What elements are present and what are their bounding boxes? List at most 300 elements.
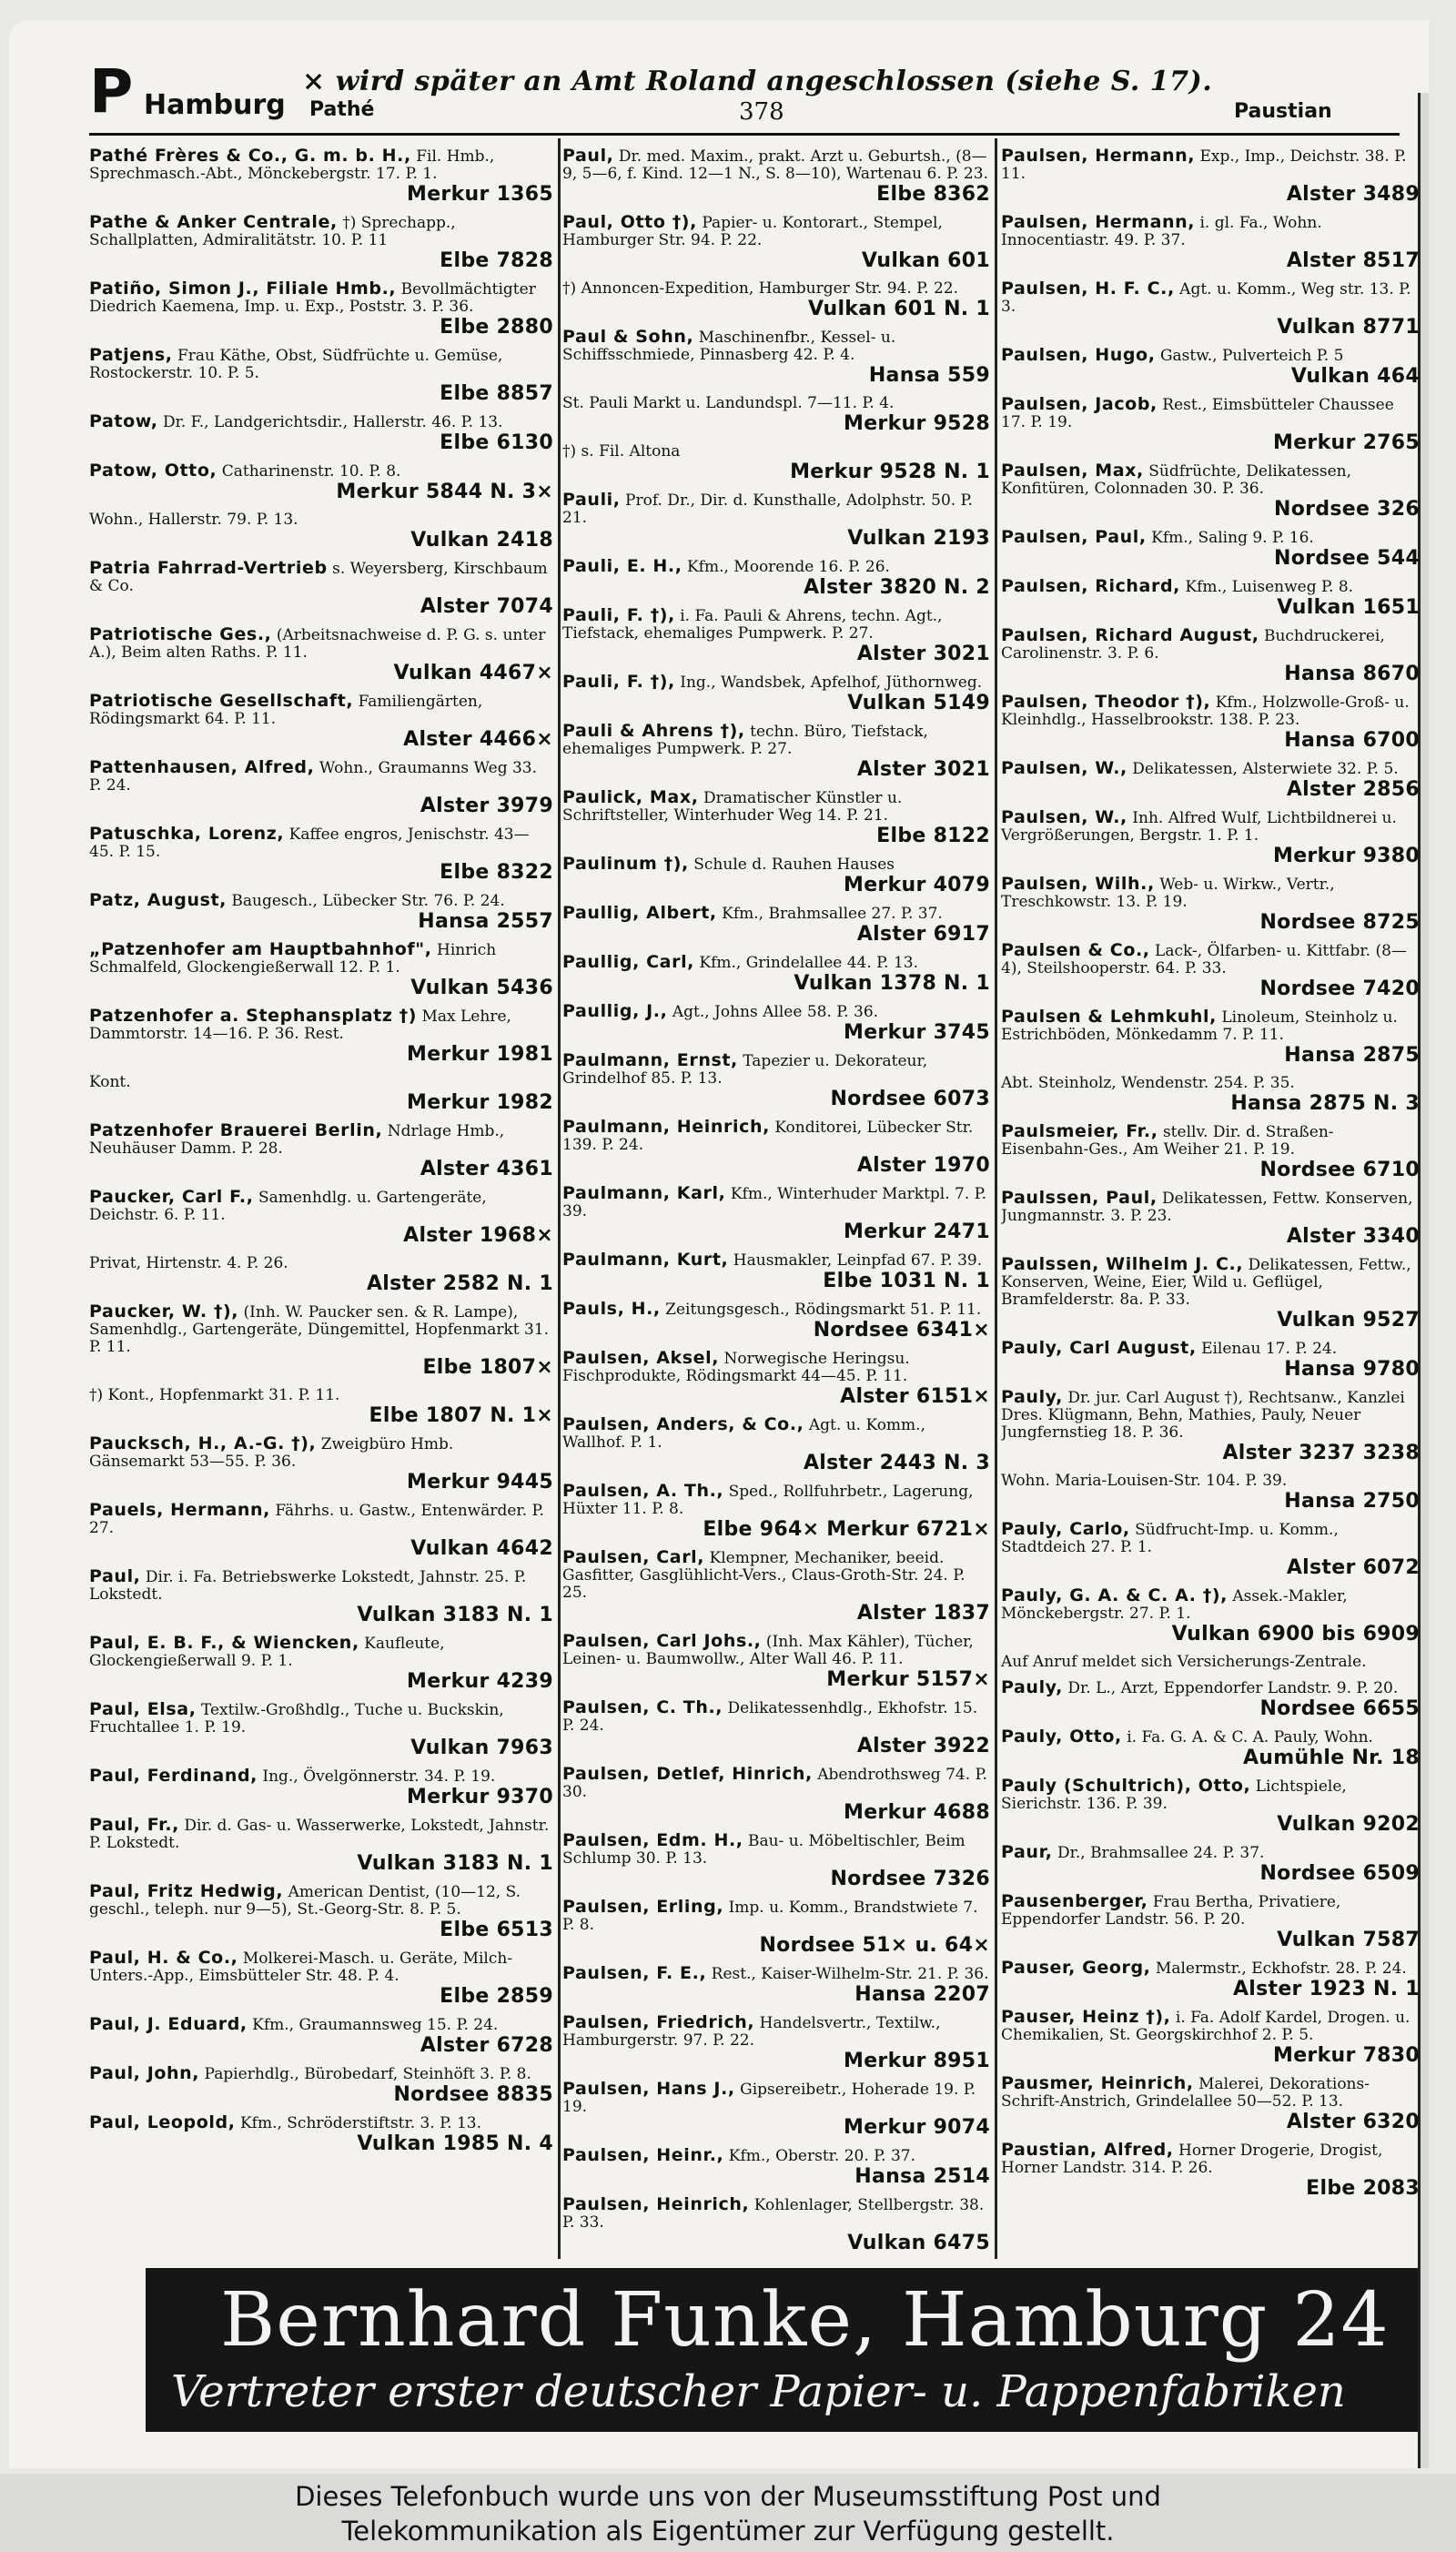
banner-subtitle: Vertreter erster deutscher Papier- u. Pappenfabriken bbox=[171, 2366, 1346, 2417]
entry-name: Paulmann, Karl, bbox=[562, 1183, 726, 1203]
entry-detail: Assek.-Makler, Mönckebergstr. 27. P. 1. bbox=[1001, 1587, 1348, 1623]
entry-name: Pauli, F. †), bbox=[562, 605, 675, 625]
entry-detail: Ing., Wandsbek, Apfelhof, Jüthornweg. bbox=[680, 673, 983, 692]
entry-phone-number: Elbe 7828 bbox=[440, 249, 553, 272]
entry-name: Paulsmeier, Fr., bbox=[1001, 1121, 1158, 1141]
entry-phone-number: Alster 3922 bbox=[856, 1735, 990, 1757]
entry-detail: Kfm., Schröderstiftstr. 3. P. 13. bbox=[239, 2114, 482, 2132]
entry-name: Paulsen & Lehmkuhl, bbox=[1001, 1007, 1217, 1027]
entry-name: Pathé Frères & Co., G. m. b. H., bbox=[89, 147, 411, 166]
entry-detail: Prof. Dr., Dir. d. Kunsthalle, Adolphstr. 50. P. 21. bbox=[562, 491, 973, 527]
entry-phone-number: Hansa 2514 bbox=[854, 2165, 990, 2188]
listing-entry bbox=[89, 1767, 553, 1808]
page-header bbox=[9, 20, 1429, 129]
listing-entry bbox=[562, 1119, 990, 1177]
listing-entry bbox=[1001, 1960, 1420, 2000]
entry-name: Pauser, Heinz †), bbox=[1001, 2007, 1171, 2027]
entry-phone-number: Alster 3979 bbox=[420, 795, 553, 817]
entry-detail: St. Pauli Markt u. Landundspl. 7—11. P. 4. bbox=[562, 394, 895, 412]
entry-phone-number: Alster 4361 bbox=[420, 1158, 553, 1180]
entry-detail: Kfm., Oberstr. 20. P. 37. bbox=[728, 2147, 915, 2165]
listing-entry bbox=[89, 147, 553, 206]
entry-phone-number: Merkur 7830 bbox=[1273, 2044, 1420, 2067]
entry-name: Paul, Leopold, bbox=[89, 2112, 236, 2132]
entry-phone-number: Merkur 8951 bbox=[844, 2050, 990, 2072]
entry-phone-number: Nordsee 6073 bbox=[830, 1088, 990, 1110]
entry-name: Paulsen, Wilh., bbox=[1001, 874, 1155, 894]
entry-detail: Lichtspiele, Sierichstr. 136. P. 39. bbox=[1001, 1777, 1347, 1813]
entry-detail: (Inh. Max Kähler), Tücher, Leinen- u. Baumwollw., Alter Wall 46. P. 11. bbox=[562, 1633, 974, 1668]
entry-name: Paulsen, Hans J., bbox=[562, 2079, 735, 2099]
listing-entry bbox=[89, 2065, 553, 2106]
entry-phone-number: Aumühle Nr. 18 bbox=[1242, 1747, 1420, 1769]
entry-name: Paulsen, H. F. C., bbox=[1001, 278, 1175, 299]
entry-phone-number: Vulkan 2193 bbox=[847, 527, 990, 550]
entry-phone-number: Alster 1970 bbox=[856, 1154, 990, 1177]
entry-detail: Wohn., Hallerstr. 79. P. 13. bbox=[89, 511, 298, 529]
entry-detail: Web- u. Wirkw., Vertr., Treschkowstr. 13. P. 19. bbox=[1001, 876, 1335, 911]
entry-detail: Gipsereibetr., Hoherade 19. P. 19. bbox=[562, 2081, 976, 2116]
entry-detail: Südfrucht-Imp. u. Komm., Stadtdeich 27. P. 1. bbox=[1001, 1521, 1339, 1556]
listing-entry bbox=[1001, 2075, 1420, 2133]
entry-detail: Privat, Hirtenstr. 4. P. 26. bbox=[89, 1254, 288, 1272]
entry-phone-number: Nordsee 8835 bbox=[393, 2083, 553, 2106]
listing-entry bbox=[89, 413, 553, 454]
entry-detail: Inh. Alfred Wulf, Lichtbildnerei u. Vergrößerungen, Bergstr. 1. P. 1. bbox=[1001, 809, 1397, 845]
entry-name: Patow, Otto, bbox=[89, 461, 217, 481]
listing-entry bbox=[89, 214, 553, 272]
entry-detail: †) s. Fil. Altona bbox=[562, 442, 681, 461]
listing-entry bbox=[89, 1074, 553, 1114]
entry-phone-number: Hansa 559 bbox=[868, 364, 990, 387]
entry-detail: Linoleum, Steinholz u. Estrichböden, Mönkedamm 7. P. 11. bbox=[1001, 1008, 1398, 1044]
entry-phone-number: Alster 1923 N. 1 bbox=[1232, 1978, 1420, 2000]
entry-phone-number: Vulkan 3183 N. 1 bbox=[357, 1604, 553, 1626]
entry-name: Paulsen, Anders, & Co., bbox=[562, 1414, 804, 1434]
entry-phone-number: Vulkan 2418 bbox=[410, 529, 553, 552]
entry-detail: Papier- u. Kontorart., Stempel, Hamburger Str. 94. P. 22. bbox=[562, 214, 943, 249]
listing-entry bbox=[89, 626, 553, 684]
entry-phone-number: Merkur 4239 bbox=[407, 1670, 553, 1693]
listing-entry bbox=[1001, 1123, 1420, 1181]
entry-name: Paulsen, Jacob, bbox=[1001, 394, 1158, 414]
entry-name: Paulsen, Richard August, bbox=[1001, 625, 1259, 645]
entry-detail: i. Fa. Adolf Kardel, Drogen. u. Chemikalien, St. Georgskirchhof 2. P. 5. bbox=[1001, 2009, 1410, 2044]
entry-detail: Handelsvertr., Textilw., Hamburgerstr. 97. P. 22. bbox=[562, 2014, 941, 2050]
listing-entry bbox=[562, 1766, 990, 1824]
entry-name: Paulsen, Carl, bbox=[562, 1547, 705, 1567]
listing-entry bbox=[89, 1883, 553, 1941]
entry-name: Pausenberger, bbox=[1001, 1891, 1148, 1911]
entry-name: Paulsen, Paul, bbox=[1001, 527, 1147, 547]
entry-phone-number: Hansa 2750 bbox=[1284, 1490, 1420, 1513]
entry-detail: stellv. Dir. d. Straßen-Eisenbahn-Ges., Am Weiher 21. P. 19. bbox=[1001, 1123, 1334, 1159]
banner-title: Bernhard Funke, Hamburg 24 bbox=[220, 2277, 1390, 2364]
entry-detail: †) Annoncen-Expedition, Hamburger Str. 94. P. 22. bbox=[562, 279, 959, 298]
listing-entry bbox=[562, 905, 990, 946]
entry-detail: Textilw.-Großhdlg., Tuche u. Buckskin, Fruchtallee 1. P. 19. bbox=[89, 1701, 504, 1737]
listing-entry bbox=[562, 1832, 990, 1890]
entry-detail: Samenhdlg. u. Gartengeräte, Deichstr. 6. P. 11. bbox=[89, 1189, 487, 1224]
entry-detail: Maschinenfbr., Kessel- u. Schiffsschmiede, Pinnasberg 42. P. 4. bbox=[562, 329, 896, 364]
entry-name: Paul, John, bbox=[89, 2063, 200, 2083]
entry-phone-number: Hansa 2875 N. 3 bbox=[1230, 1092, 1420, 1115]
listing-entry bbox=[562, 723, 990, 781]
entry-name: Paulssen, Paul, bbox=[1001, 1188, 1158, 1208]
entry-detail: Norwegische Heringsu. Fischprodukte, Rödingsmarkt 44—45. P. 11. bbox=[562, 1350, 910, 1385]
listing-entry bbox=[562, 1549, 990, 1625]
entry-name: Paullig, Albert, bbox=[562, 903, 717, 923]
listing-column-3 bbox=[1001, 147, 1420, 2250]
entry-phone-number: Nordsee 6509 bbox=[1259, 1862, 1420, 1885]
entry-phone-number: Vulkan 4467× bbox=[393, 662, 553, 684]
entry-detail: Buchdruckerei, Carolinenstr. 3. P. 6. bbox=[1001, 627, 1385, 663]
entry-detail: s. Weyersberg, Kirschbaum & Co. bbox=[89, 560, 548, 595]
entry-name: Paulsen, F. E., bbox=[562, 1963, 707, 1983]
entry-phone-number: Vulkan 6475 bbox=[847, 2232, 990, 2250]
entry-phone-number: Vulkan 7963 bbox=[410, 1737, 553, 1759]
entry-detail: Fil. Hmb., Sprechmasch.-Abt., Mönckebergstr. 17. P. 1. bbox=[89, 147, 495, 183]
entry-phone-number: Vulkan 5149 bbox=[847, 692, 990, 714]
entry-phone-number: Elbe 8322 bbox=[440, 861, 553, 884]
entry-detail: Kohlenlager, Stellbergstr. 38. P. 33. bbox=[562, 2196, 985, 2232]
entry-detail: i. Fa. G. A. & C. A. Pauly, Wohn. bbox=[1127, 1728, 1373, 1747]
entry-detail: Kfm., Holzwolle-Groß- u. Kleinhdlg., Hasselbrookstr. 138. P. 23. bbox=[1001, 694, 1410, 729]
connection-notice: × wird später an Amt Roland angeschlossen (siehe S. 17). bbox=[302, 66, 1213, 97]
entry-name: Paul, E. B. F., & Wiencken, bbox=[89, 1633, 359, 1653]
listing-entry bbox=[1001, 1190, 1420, 1248]
entry-name: Pauly, Otto, bbox=[1001, 1727, 1122, 1747]
entry-phone-number: Alster 1968× bbox=[403, 1224, 553, 1247]
entry-phone-number: Merkur 9074 bbox=[844, 2116, 990, 2139]
listing-entry bbox=[1001, 529, 1420, 570]
listing-entry bbox=[1001, 1075, 1420, 1115]
listing-entry bbox=[1001, 1654, 1420, 1671]
entry-name: Paul, bbox=[89, 1566, 141, 1586]
listing-entry bbox=[562, 1185, 990, 1243]
entry-name: Patz, August, bbox=[89, 890, 227, 910]
listing-entry bbox=[89, 825, 553, 884]
listing-entry bbox=[562, 1416, 990, 1474]
listing-entry bbox=[562, 1483, 990, 1541]
entry-detail: Dramatischer Künstler u. Schriftsteller, Winterhuder Weg 14. P. 21. bbox=[562, 789, 903, 825]
entry-detail: Kfm., Winterhuder Marktpl. 7. P. 39. bbox=[562, 1185, 987, 1220]
entry-detail: (Arbeitsnachweise d. P. G. s. unter A.), Beim alten Raths. P. 11. bbox=[89, 626, 546, 662]
entry-name: Patiño, Simon J., Filiale Hmb., bbox=[89, 278, 397, 299]
entry-phone-number: Hansa 2875 bbox=[1284, 1044, 1420, 1067]
entry-detail: i. gl. Fa., Wohn. Innocentiastr. 49. P. 37. bbox=[1001, 214, 1322, 249]
entry-phone-number: Vulkan 464 bbox=[1290, 365, 1420, 388]
entry-detail: Konditorei, Lübecker Str. 139. P. 24. bbox=[562, 1119, 974, 1154]
entry-phone-number: Merkur 1365 bbox=[407, 183, 553, 206]
listing-entry bbox=[562, 607, 990, 665]
entry-detail: Exp., Imp., Deichstr. 38. P. 11. bbox=[1001, 147, 1407, 183]
entry-name: Paulmann, Heinrich, bbox=[562, 1117, 770, 1137]
listing-entry bbox=[562, 856, 990, 896]
listing-entry bbox=[89, 511, 553, 552]
entry-detail: Kfm., Moorende 16. P. 26. bbox=[686, 558, 890, 576]
entry-phone-number: Hansa 9780 bbox=[1284, 1358, 1420, 1381]
entry-name: Paulsen, A. Th., bbox=[562, 1481, 724, 1501]
entry-phone-number: Vulkan 6900 bis 6909 bbox=[1171, 1623, 1420, 1646]
listing-entry bbox=[1001, 280, 1420, 339]
entry-phone-number: Nordsee 326 bbox=[1274, 498, 1420, 521]
entry-name: Pauls, H., bbox=[562, 1299, 661, 1319]
entry-name: Patriotische Ges., bbox=[89, 624, 272, 644]
header-rule bbox=[89, 133, 1400, 136]
entry-name: Paul, bbox=[562, 147, 614, 166]
listing-entry bbox=[562, 280, 990, 320]
entry-name: Pauly, G. A. & C. A. †), bbox=[1001, 1585, 1228, 1605]
listing-entry bbox=[89, 1008, 553, 1066]
listing-entry bbox=[562, 789, 990, 847]
entry-phone-number: Nordsee 51× u. 64× bbox=[759, 1934, 990, 1957]
entry-detail: Frau Bertha, Privatiere, Eppendorfer Landstr. 56. P. 20. bbox=[1001, 1893, 1341, 1929]
listing-entry bbox=[89, 1817, 553, 1875]
entry-detail: Agt., Johns Allee 58. P. 36. bbox=[672, 1003, 879, 1021]
entry-name: Paulssen, Wilhelm J. C., bbox=[1001, 1254, 1244, 1274]
entry-phone-number: Elbe 1031 N. 1 bbox=[823, 1270, 990, 1292]
listing-entry bbox=[1001, 1844, 1420, 1885]
listing-entry bbox=[89, 1435, 553, 1494]
entry-detail: Kaufleute, Glockengießerwall 9. P. 1. bbox=[89, 1635, 445, 1670]
entry-phone-number: Alster 6917 bbox=[856, 923, 990, 946]
entry-phone-number: Alster 6151× bbox=[840, 1385, 990, 1408]
entry-detail: Agt. u. Komm., Wallhof. P. 1. bbox=[562, 1416, 925, 1452]
listing-entry bbox=[562, 2147, 990, 2188]
entry-name: Paul, Elsa, bbox=[89, 1699, 197, 1719]
listing-entry bbox=[562, 1899, 990, 1957]
listing-entry bbox=[1001, 578, 1420, 619]
entry-detail: Dr. L., Arzt, Eppendorfer Landstr. 9. P. 20. bbox=[1067, 1679, 1399, 1697]
entry-phone-number: Alster 3820 N. 2 bbox=[803, 576, 990, 599]
archive-footer bbox=[0, 2474, 1456, 2552]
entry-detail: Dr. med. Maxim., prakt. Arzt u. Geburtsh., (8—9, 5—6, f. Kind. 12—1 N., S. 8—10), Wartenau 6. P. 23. bbox=[562, 147, 988, 183]
entry-detail: Familiengärten, Rödingsmarkt 64. P. 11. bbox=[89, 693, 483, 728]
entry-name: Paulsen, Richard, bbox=[1001, 576, 1180, 596]
entry-name: Paulsen, Edm. H., bbox=[562, 1830, 743, 1850]
listing-entry bbox=[1001, 876, 1420, 934]
entry-detail: Schule d. Rauhen Hauses bbox=[693, 856, 895, 874]
entry-name: Paustian, Alfred, bbox=[1001, 2140, 1174, 2160]
listing-entry bbox=[1001, 2009, 1420, 2067]
listing-entry bbox=[1001, 462, 1420, 521]
entry-phone-number: Vulkan 9527 bbox=[1277, 1309, 1420, 1332]
listing-entry bbox=[1001, 1256, 1420, 1332]
listing-entry bbox=[89, 1701, 553, 1759]
entry-phone-number: Elbe 2880 bbox=[440, 316, 553, 339]
entry-phone-number: Alster 6728 bbox=[420, 2034, 553, 2057]
entry-name: Pauly, Carlo, bbox=[1001, 1519, 1130, 1539]
entry-name: Pattenhausen, Alfred, bbox=[89, 757, 315, 777]
entry-name: Patjens, bbox=[89, 345, 173, 365]
entry-phone-number: Merkur 1981 bbox=[407, 1043, 553, 1066]
entry-detail: Dr. jur. Carl August †), Rechtsanw., Kanzlei Dres. Klügmann, Behn, Mathies, Pauly, Neuer Jungfernstieg 18. P. 36. bbox=[1001, 1389, 1405, 1442]
entry-phone-number: Nordsee 7420 bbox=[1259, 977, 1420, 1000]
entry-name: Paul & Sohn, bbox=[562, 327, 694, 347]
entry-name: Paulsen, Carl Johs., bbox=[562, 1631, 762, 1651]
entry-phone-number: Vulkan 3183 N. 1 bbox=[357, 1852, 553, 1875]
entry-phone-number: Vulkan 5436 bbox=[410, 977, 553, 999]
entry-name: Paulsen, Hermann, bbox=[1001, 212, 1196, 232]
listing-entry bbox=[1001, 1008, 1420, 1067]
entry-detail: Kfm., Brahmsallee 27. P. 37. bbox=[722, 905, 943, 923]
listing-entry bbox=[89, 462, 553, 503]
entry-detail: Baugesch., Lübecker Str. 76. P. 24. bbox=[231, 892, 505, 910]
entry-phone-number: Alster 2582 N. 1 bbox=[366, 1272, 553, 1295]
entry-name: Paulick, Max, bbox=[562, 787, 699, 807]
entry-name: Pauly, bbox=[1001, 1387, 1064, 1407]
entry-phone-number: Merkur 1982 bbox=[407, 1091, 553, 1114]
listing-entry bbox=[1001, 1389, 1420, 1464]
entry-detail: Tapezier u. Dekorateur, Grindelhof 85. P. 13. bbox=[562, 1052, 928, 1088]
entry-detail: Delikatessen, Alsterwiete 32. P. 5. bbox=[1132, 760, 1399, 778]
entry-name: Pauly (Schultrich), Otto, bbox=[1001, 1776, 1251, 1796]
listing-entry bbox=[89, 693, 553, 751]
entry-name: Paulsen, Max, bbox=[1001, 461, 1144, 481]
entry-detail: Wohn., Graumanns Weg 33. P. 24. bbox=[89, 759, 538, 795]
listing-entry bbox=[1001, 1521, 1420, 1579]
entry-phone-number: Nordsee 544 bbox=[1274, 547, 1420, 570]
listing-entry bbox=[562, 954, 990, 995]
entry-detail: (Inh. W. Paucker sen. & R. Lampe), Samenhdlg., Gartengeräte, Düngemittel, Hopfenmarkt 31. P. 11. bbox=[89, 1303, 550, 1356]
entry-detail: Catharinenstr. 10. P. 8. bbox=[221, 462, 401, 481]
entry-detail: Gastw., Pulverteich P. 5 bbox=[1159, 347, 1344, 365]
entry-detail: Abendrothsweg 74. P. 30. bbox=[562, 1766, 987, 1801]
listing-entry bbox=[562, 491, 990, 550]
entry-detail: Klempner, Mechaniker, beeid. Gasfitter, Gasglühlicht-Vers., Claus-Groth-Str. 24. P. 25. bbox=[562, 1549, 966, 1602]
listing-entry bbox=[1001, 694, 1420, 752]
entry-detail: Papierhdlg., Bürobedarf, Steinhöft 3. P. 8. bbox=[204, 2065, 531, 2083]
entry-phone-number: Vulkan 601 bbox=[861, 249, 990, 272]
entry-name: Patzenhofer Brauerei Berlin, bbox=[89, 1120, 383, 1140]
listing-entry bbox=[89, 1255, 553, 1295]
listing-entry bbox=[1001, 214, 1420, 272]
listing-entry bbox=[562, 2081, 990, 2139]
entry-detail: Delikatessenhdlg., Ekhofstr. 15. P. 24. bbox=[562, 1699, 978, 1735]
entry-name: Paulsen, Erling, bbox=[562, 1897, 724, 1917]
entry-detail: Kont. bbox=[89, 1073, 131, 1091]
listing-column-2 bbox=[562, 147, 990, 2250]
entry-phone-number: Merkur 3745 bbox=[844, 1021, 990, 1044]
listing-entry bbox=[89, 1949, 553, 2008]
entry-name: Paulinum †), bbox=[562, 854, 689, 874]
entry-phone-number: Elbe 2083 bbox=[1306, 2177, 1420, 2200]
entry-detail: Bevollmächtigter Diedrich Kaemena, Imp. u. Exp., Poststr. 3. P. 36. bbox=[89, 280, 536, 316]
listing-entry bbox=[562, 147, 990, 206]
entry-detail: Bau- u. Möbeltischler, Beim Schlump 30. P. 13. bbox=[562, 1832, 966, 1868]
entry-name: Paul, Fritz Hedwig, bbox=[89, 1881, 284, 1901]
listing-entry bbox=[562, 673, 990, 714]
listing-entry bbox=[562, 2014, 990, 2072]
entry-phone-number: Alster 3021 bbox=[856, 758, 990, 781]
entry-detail: techn. Büro, Tiefstack, ehemaliges Pumpwerk. P. 27. bbox=[562, 723, 928, 758]
entry-phone-number: Nordsee 6341× bbox=[813, 1319, 990, 1342]
listing-entry bbox=[1001, 1587, 1420, 1646]
entry-phone-number: Vulkan 1985 N. 4 bbox=[357, 2132, 553, 2155]
entry-name: Pauels, Hermann, bbox=[89, 1500, 270, 1520]
entry-phone-number: Vulkan 1651 bbox=[1277, 596, 1420, 619]
entry-name: Paulsen, W., bbox=[1001, 807, 1127, 827]
entry-phone-number: Vulkan 4642 bbox=[410, 1537, 553, 1560]
entry-detail: Lack-, Ölfarben- u. Kittfabr. (8—4), Steilshooperstr. 64. P. 33. bbox=[1001, 942, 1407, 977]
listing-column-1 bbox=[89, 147, 553, 2250]
entry-detail: Sped., Rollfuhrbetr., Lagerung, Hüxter 11. P. 8. bbox=[562, 1483, 974, 1518]
entry-name: Patuschka, Lorenz, bbox=[89, 824, 285, 844]
entry-phone-number: Elbe 6513 bbox=[440, 1919, 553, 1941]
entry-detail: Molkerei-Masch. u. Geräte, Milch-Unters.-App., Eimsbütteler Str. 48. P. 4. bbox=[89, 1949, 513, 1985]
listing-entry bbox=[1001, 809, 1420, 867]
entry-phone-number: Alster 3340 bbox=[1286, 1225, 1420, 1248]
entry-phone-number: Nordsee 6655 bbox=[1259, 1697, 1420, 1720]
entry-detail: Delikatessen, Fettw., Konserven, Weine, Eier, Wild u. Geflügel, Bramfelderstr. 8a. P. 33. bbox=[1001, 1256, 1411, 1309]
listing-entry bbox=[89, 1568, 553, 1626]
entry-name: Paul, Otto †), bbox=[562, 212, 697, 232]
entry-phone-number: Merkur 9528 N. 1 bbox=[790, 461, 990, 483]
listing-entry bbox=[89, 280, 553, 339]
listing-entry bbox=[89, 759, 553, 817]
entry-name: „Patzenhofer am Hauptbahnhof", bbox=[89, 939, 432, 959]
entry-detail: Kfm., Graumannsweg 15. P. 24. bbox=[252, 2016, 499, 2034]
directory-page bbox=[9, 20, 1429, 2468]
entry-phone-number: Elbe 1807× bbox=[422, 1356, 553, 1379]
entry-name: Pathe & Anker Centrale, bbox=[89, 212, 338, 232]
entry-name: Pausmer, Heinrich, bbox=[1001, 2073, 1194, 2093]
entry-phone-number: Vulkan 1378 N. 1 bbox=[794, 972, 990, 995]
listing-entry bbox=[562, 1965, 990, 2006]
listing-entry bbox=[1001, 396, 1420, 454]
entry-detail: Malermstr., Eckhofstr. 28. P. 24. bbox=[1155, 1960, 1407, 1978]
entry-detail: Dir. d. Gas- u. Wasserwerke, Lokstedt, Jahnstr. P. Lokstedt. bbox=[89, 1817, 550, 1852]
entry-phone-number: Vulkan 9202 bbox=[1277, 1813, 1420, 1836]
listing-entry bbox=[1001, 1893, 1420, 1951]
listing-entry bbox=[1001, 1777, 1420, 1836]
entry-name: Paur, bbox=[1001, 1842, 1053, 1862]
entry-name: Paul, Fr., bbox=[89, 1815, 179, 1835]
listing-entry bbox=[562, 443, 990, 483]
section-letter: P bbox=[89, 56, 134, 127]
entry-phone-number: Nordsee 6710 bbox=[1259, 1159, 1420, 1181]
entry-phone-number: Nordsee 7326 bbox=[830, 1868, 990, 1890]
entry-phone-number: Alster 8517 bbox=[1286, 249, 1420, 272]
entry-detail: Kfm., Saling 9. P. 16. bbox=[1151, 529, 1314, 547]
entry-phone-number: Alster 1837 bbox=[856, 1602, 990, 1625]
listing-entry bbox=[1001, 147, 1420, 206]
entry-name: Paul, Ferdinand, bbox=[89, 1766, 258, 1786]
entry-detail: Rest., Kaiser-Wilhelm-Str. 21. P. 36. bbox=[711, 1965, 989, 1983]
entry-phone-number: Vulkan 8771 bbox=[1277, 316, 1420, 339]
listing-entry bbox=[89, 892, 553, 933]
listing-entry bbox=[89, 347, 553, 405]
entry-name: Paulsen, Heinrich, bbox=[562, 2194, 750, 2214]
entry-name: Paulsen, Theodor †), bbox=[1001, 692, 1211, 712]
entry-name: Paullig, Carl, bbox=[562, 952, 694, 972]
listing-entry bbox=[1001, 627, 1420, 685]
entry-detail: Abt. Steinholz, Wendenstr. 254. P. 35. bbox=[1001, 1074, 1295, 1092]
entry-detail: Zeitungsgesch., Rödingsmarkt 51. P. 11. bbox=[665, 1301, 982, 1319]
page-number: 378 bbox=[739, 98, 784, 126]
entry-phone-number: Alster 4466× bbox=[403, 728, 553, 751]
listing-entry bbox=[562, 2196, 990, 2250]
advertisement-banner bbox=[146, 2268, 1418, 2432]
entry-detail: Dr. F., Landgerichtsdir., Hallerstr. 46. P. 13. bbox=[162, 413, 503, 431]
listing-entry bbox=[89, 2114, 553, 2155]
listing-entry bbox=[562, 395, 990, 435]
entry-detail: Fährhs. u. Gastw., Entenwärder. P. 27. bbox=[89, 1502, 544, 1537]
listing-entry bbox=[89, 560, 553, 618]
listing-entry bbox=[1001, 1340, 1420, 1381]
entry-detail: Wohn. Maria-Louisen-Str. 104. P. 39. bbox=[1001, 1472, 1288, 1490]
